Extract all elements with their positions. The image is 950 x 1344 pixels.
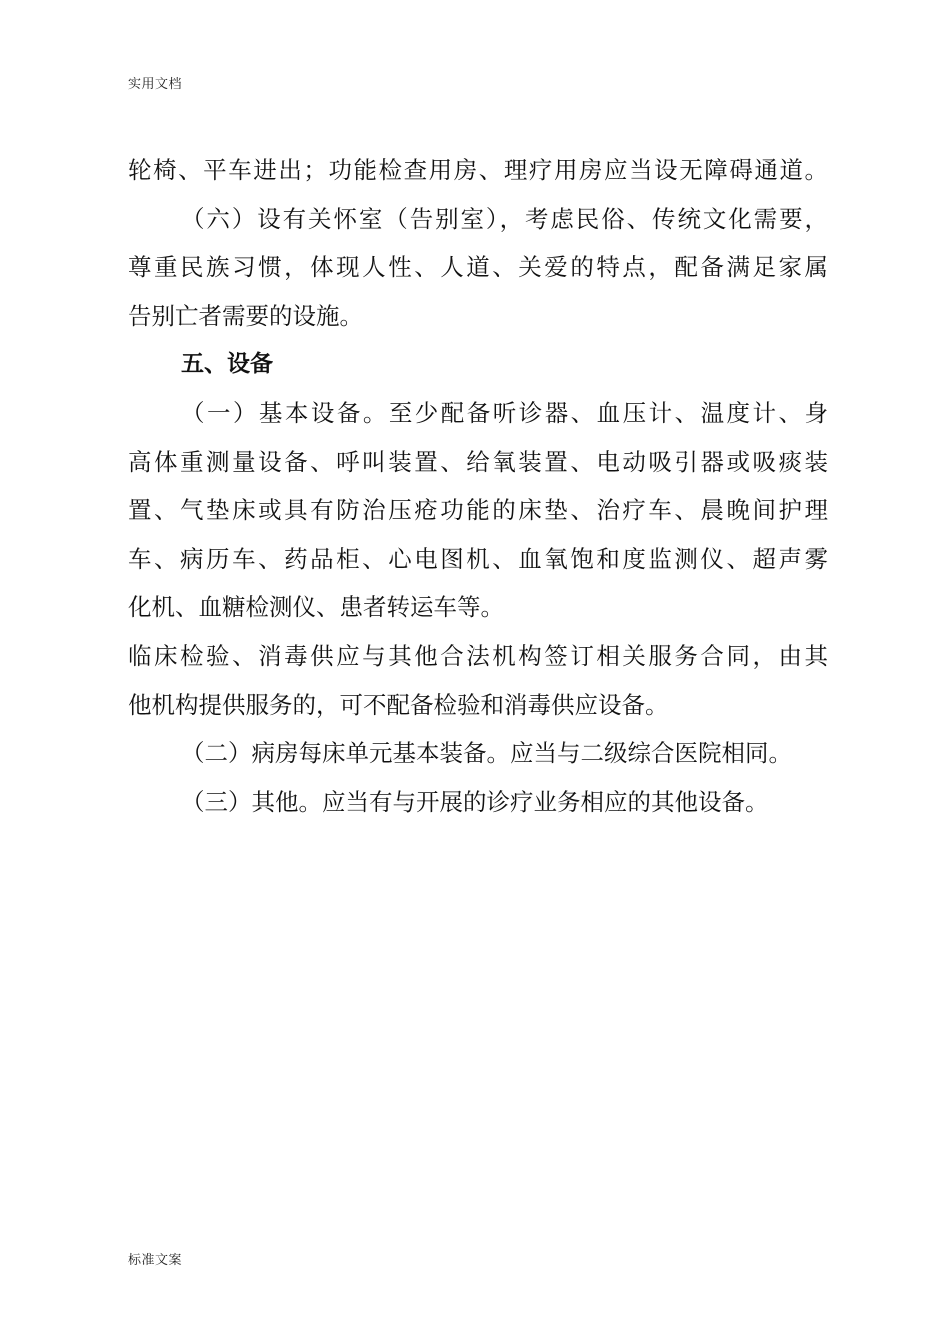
paragraph-line: 高体重测量设备、呼叫装置、给氧装置、电动吸引器或吸痰装 [128,447,828,476]
paragraph-line: 置、气垫床或具有防治压疮功能的床垫、治疗车、晨晚间护理 [128,496,828,525]
section-heading: 五、设备 [181,351,273,378]
paragraph-line: 临床检验、消毒供应与其他合法机构签订相关服务合同，由其 [128,641,828,670]
paragraph-line: （二）病房每床单元基本装备。应当与二级综合医院相同。 [181,739,792,768]
paragraph-line: （六）设有关怀室（告别室），考虑民俗、传统文化需要， [181,204,828,233]
paragraph-line: 他机构提供服务的，可不配备检验和消毒供应设备。 [128,690,669,719]
paragraph-line: （三）其他。应当有与开展的诊疗业务相应的其他设备。 [181,787,769,816]
paragraph-line: （一）基本设备。至少配备听诊器、血压计、温度计、身 [181,398,828,427]
paragraph-line: 车、病历车、药品柜、心电图机、血氧饱和度监测仪、超声雾 [128,544,828,573]
paragraph-line: 化机、血糖检测仪、患者转运车等。 [128,593,504,622]
page-header: 实用文档 [128,77,183,92]
paragraph-line: 轮椅、平车进出；功能检查用房、理疗用房应当设无障碍通道。 [128,156,828,184]
paragraph-line: 尊重民族习惯，体现人性、人道、关爱的特点，配备满足家属 [128,253,828,282]
page-footer: 标准文案 [128,1253,183,1268]
paragraph-line: 告别亡者需要的设施。 [128,301,363,330]
document-body [128,146,828,826]
